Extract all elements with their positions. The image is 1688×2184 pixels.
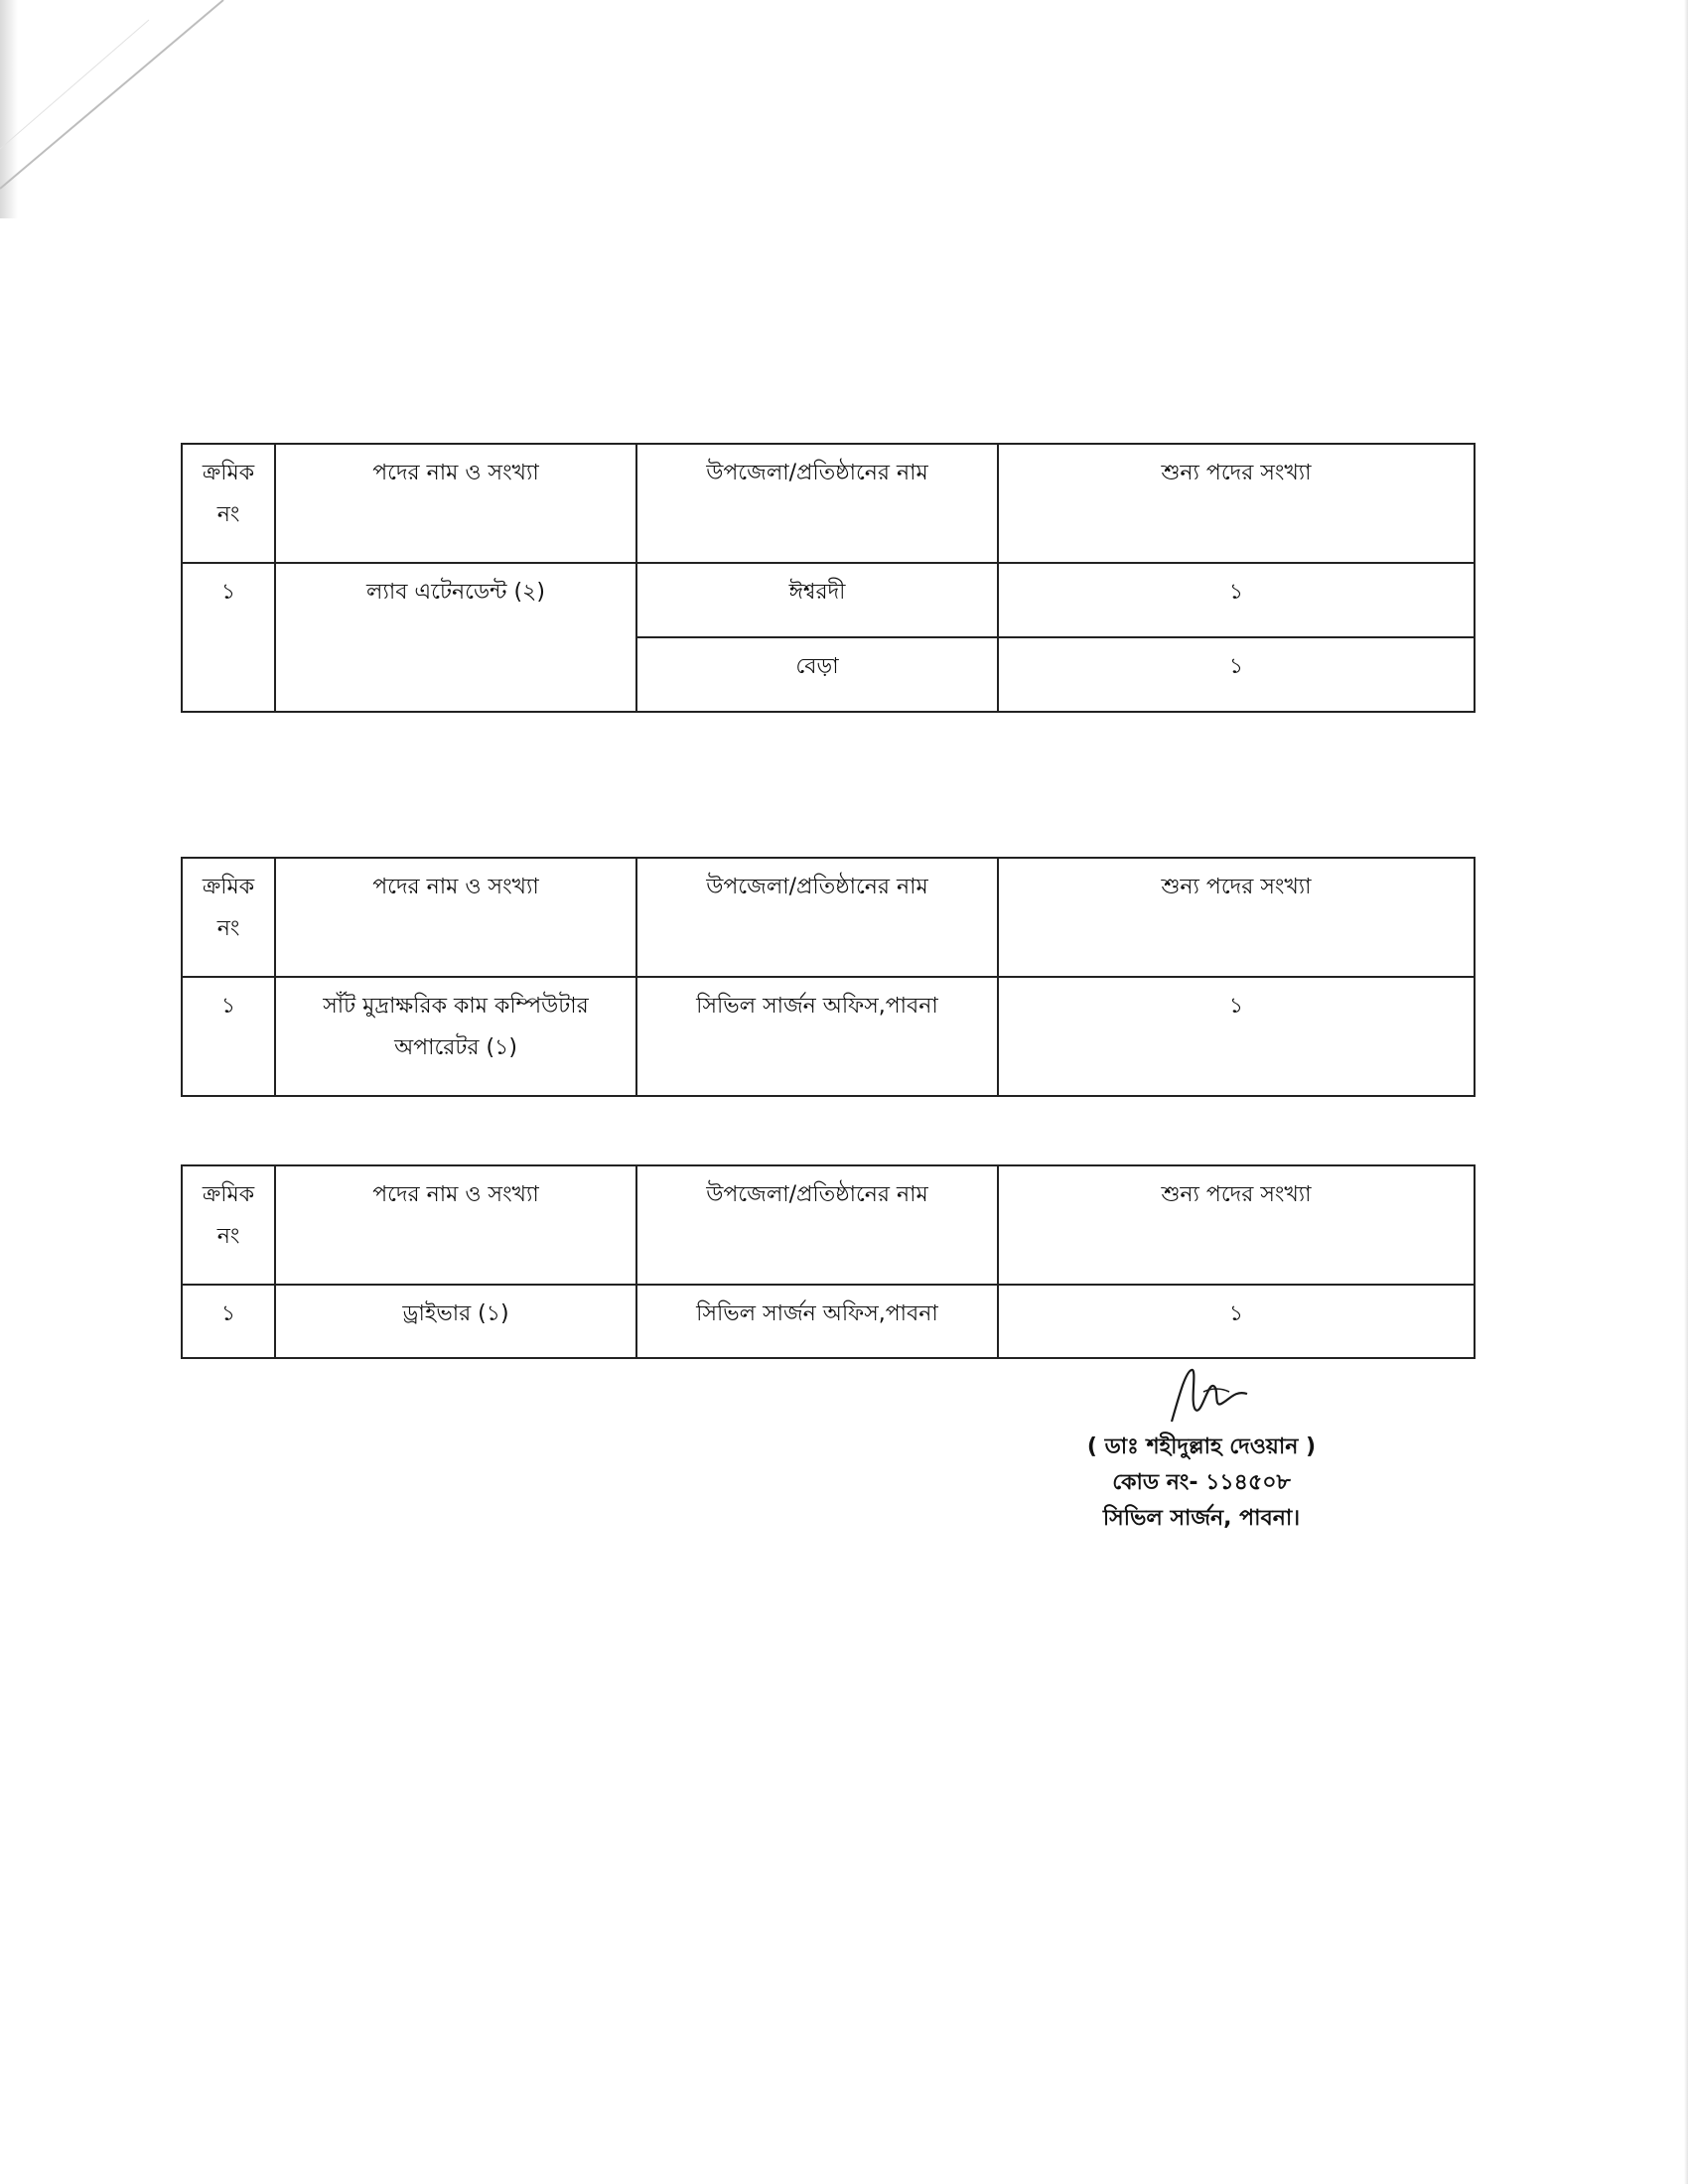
vacant-cell: ১ [998,563,1475,637]
post-cell: ল্যাব এটেনডেন্ট (২) [275,563,636,712]
vacancy-table-lab-attendant [181,443,1476,713]
header-vacant: শুন্য পদের সংখ্যা [998,1165,1475,1285]
table-header-row [182,444,1475,563]
header-post: পদের নাম ও সংখ্যা [275,1165,636,1285]
table-row [182,563,1475,637]
table-header-row [182,858,1475,977]
upazila-cell: বেড়া [636,637,998,712]
upazila-cell: সিভিল সার্জন অফিস,পাবনা [636,977,998,1096]
signatory-name: ( ডাঃ শহীদুল্লাহ দেওয়ান ) [1086,1434,1317,1459]
vacant-cell: ১ [998,637,1475,712]
header-upazila: উপজেলা/প্রতিষ্ঠানের নাম [636,858,998,977]
header-post: পদের নাম ও সংখ্যা [275,858,636,977]
vacancy-table-driver [181,1164,1476,1359]
scan-edge [1684,0,1688,2184]
header-serial: ক্রমিক নং [182,858,275,977]
serial-cell: ১ [182,1285,275,1358]
table-row [182,1285,1475,1358]
serial-cell: ১ [182,563,275,712]
header-upazila: উপজেলা/প্রতিষ্ঠানের নাম [636,1165,998,1285]
serial-cell: ১ [182,977,275,1096]
header-post: পদের নাম ও সংখ্যা [275,444,636,563]
vacant-cell: ১ [998,977,1475,1096]
header-vacant: শুন্য পদের সংখ্যা [998,858,1475,977]
header-serial: ক্রমিক নং [182,444,275,563]
page-fold-mark [0,0,228,199]
vacant-cell: ১ [998,1285,1475,1358]
table-row [182,977,1475,1096]
signatory-code: কোড নং- ১১৪৫০৮ [1112,1470,1291,1495]
post-cell: ড্রাইভার (১) [275,1285,636,1358]
header-upazila: উপজেলা/প্রতিষ্ঠানের নাম [636,444,998,563]
header-vacant: শুন্য পদের সংখ্যা [998,444,1475,563]
vacancy-table-stenographer [181,857,1476,1097]
handwritten-signature [1152,1364,1261,1433]
signature-block [1053,1380,1350,1539]
signatory-designation: সিভিল সার্জন, পাবনা। [1102,1506,1301,1531]
header-serial: ক্রমিক নং [182,1165,275,1285]
post-cell: সাঁট মুদ্রাক্ষরিক কাম কম্পিউটার অপারেটর (১) [275,977,636,1096]
upazila-cell: ঈশ্বরদী [636,563,998,637]
scan-shadow [0,0,18,218]
upazila-cell: সিভিল সার্জন অফিস,পাবনা [636,1285,998,1358]
table-header-row [182,1165,1475,1285]
